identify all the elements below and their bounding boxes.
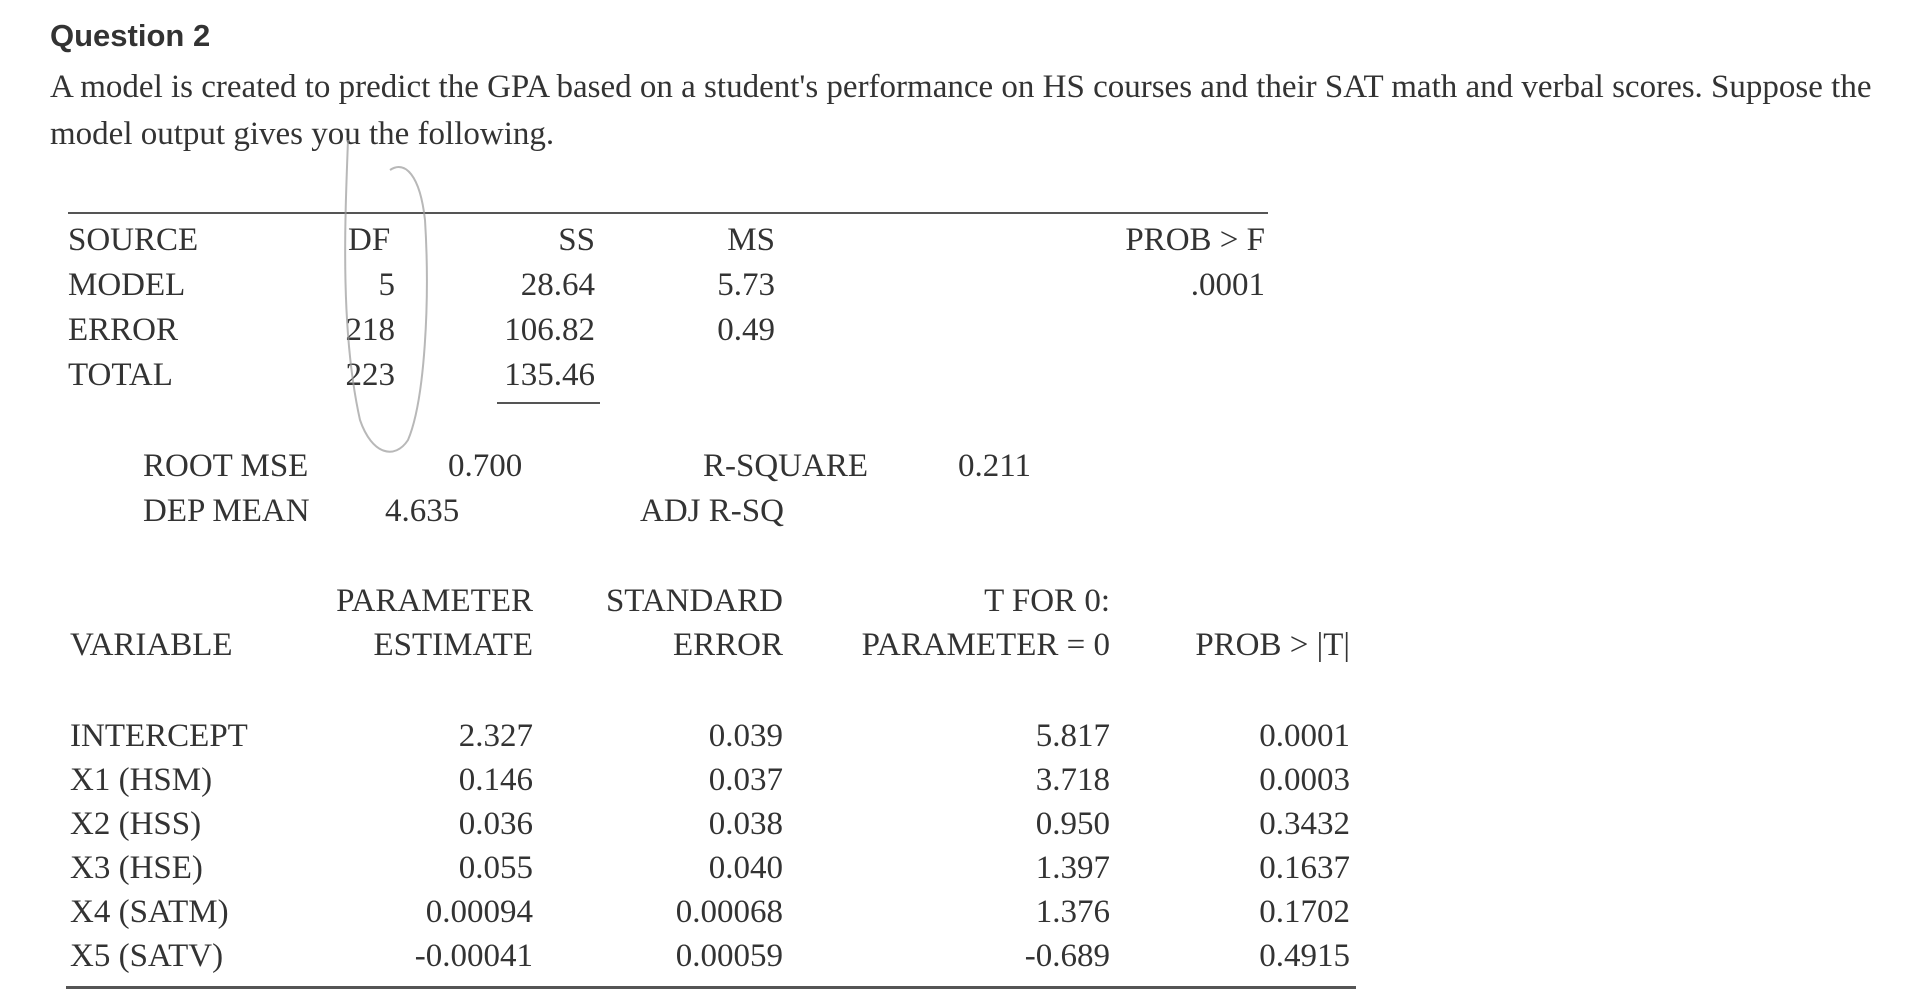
anova-df: 218 — [345, 312, 395, 348]
anova-source: ERROR — [68, 312, 179, 348]
param-t: -0.689 — [1024, 938, 1110, 974]
r-square-value: 0.211 — [958, 448, 1032, 484]
anova-header-prob: PROB > F — [1125, 222, 1265, 258]
root-mse-value: 0.700 — [448, 448, 523, 484]
adj-r-sq-label: ADJ R-SQ — [640, 493, 784, 529]
question-text: A model is created to predict the GPA based on a student's performance on HS courses and their SAT math and verbal scores. Suppose the model output gives you the following. — [50, 69, 1872, 152]
param-p: 0.0001 — [1259, 718, 1350, 754]
param-header-estimate-1: PARAMETER — [336, 583, 533, 619]
r-square-label: R-SQUARE — [703, 448, 869, 484]
param-header-p: PROB > |T| — [1195, 627, 1350, 663]
anova-header-ms: MS — [727, 222, 775, 258]
param-se: 0.039 — [708, 718, 783, 754]
dep-mean-value: 4.635 — [385, 493, 460, 529]
anova-top-rule — [68, 212, 1268, 214]
param-se: 0.037 — [708, 762, 783, 798]
question-title: Question 2 — [50, 18, 211, 53]
param-header-se-1: STANDARD — [605, 583, 783, 619]
param-variable: INTERCEPT — [70, 718, 248, 754]
anova-header-ss: SS — [558, 222, 595, 258]
param-bottom-rule — [66, 986, 1356, 989]
param-variable: X4 (SATM) — [70, 894, 229, 930]
param-p: 0.4915 — [1259, 938, 1350, 974]
anova-ms: 0.49 — [717, 312, 775, 348]
param-se: 0.038 — [708, 806, 783, 842]
param-estimate: 0.00094 — [425, 894, 533, 930]
param-p: 0.1702 — [1259, 894, 1350, 930]
param-header-variable: VARIABLE — [70, 627, 233, 663]
anova-prob: .0001 — [1190, 267, 1265, 303]
param-estimate: -0.00041 — [414, 938, 533, 974]
param-t: 1.376 — [1035, 894, 1110, 930]
param-header-se-2: ERROR — [672, 627, 783, 663]
param-header-t-1: T FOR 0: — [984, 583, 1110, 619]
param-p: 0.3432 — [1259, 806, 1350, 842]
param-estimate: 0.055 — [458, 850, 533, 886]
anova-df: 5 — [378, 267, 395, 303]
param-se: 0.00059 — [675, 938, 783, 974]
param-variable: X5 (SATV) — [70, 938, 224, 974]
root-mse-label: ROOT MSE — [143, 448, 309, 484]
dep-mean-label: DEP MEAN — [143, 493, 310, 529]
anova-header-df: DF — [348, 222, 391, 258]
param-se: 0.00068 — [675, 894, 783, 930]
anova-source: MODEL — [68, 267, 186, 303]
ss-total-underline — [497, 402, 600, 404]
param-t: 1.397 — [1035, 850, 1110, 886]
param-se: 0.040 — [708, 850, 783, 886]
anova-source: TOTAL — [68, 357, 173, 393]
param-estimate: 2.327 — [458, 718, 533, 754]
anova-header-source: SOURCE — [68, 222, 199, 258]
param-header-t-2: PARAMETER = 0 — [861, 627, 1110, 663]
param-p: 0.1637 — [1259, 850, 1350, 886]
anova-df: 223 — [345, 357, 395, 393]
param-p: 0.0003 — [1259, 762, 1350, 798]
param-variable: X3 (HSE) — [70, 850, 203, 886]
param-variable: X1 (HSM) — [70, 762, 213, 798]
param-estimate: 0.146 — [458, 762, 533, 798]
param-t: 3.718 — [1035, 762, 1110, 798]
param-t: 0.950 — [1035, 806, 1110, 842]
param-t: 5.817 — [1035, 718, 1110, 754]
param-estimate: 0.036 — [458, 806, 533, 842]
param-variable: X2 (HSS) — [70, 806, 202, 842]
anova-ss: 106.82 — [504, 312, 595, 348]
anova-ss: 28.64 — [520, 267, 595, 303]
anova-ss: 135.46 — [504, 357, 595, 393]
param-header-estimate-2: ESTIMATE — [373, 627, 533, 663]
anova-ms: 5.73 — [717, 267, 775, 303]
